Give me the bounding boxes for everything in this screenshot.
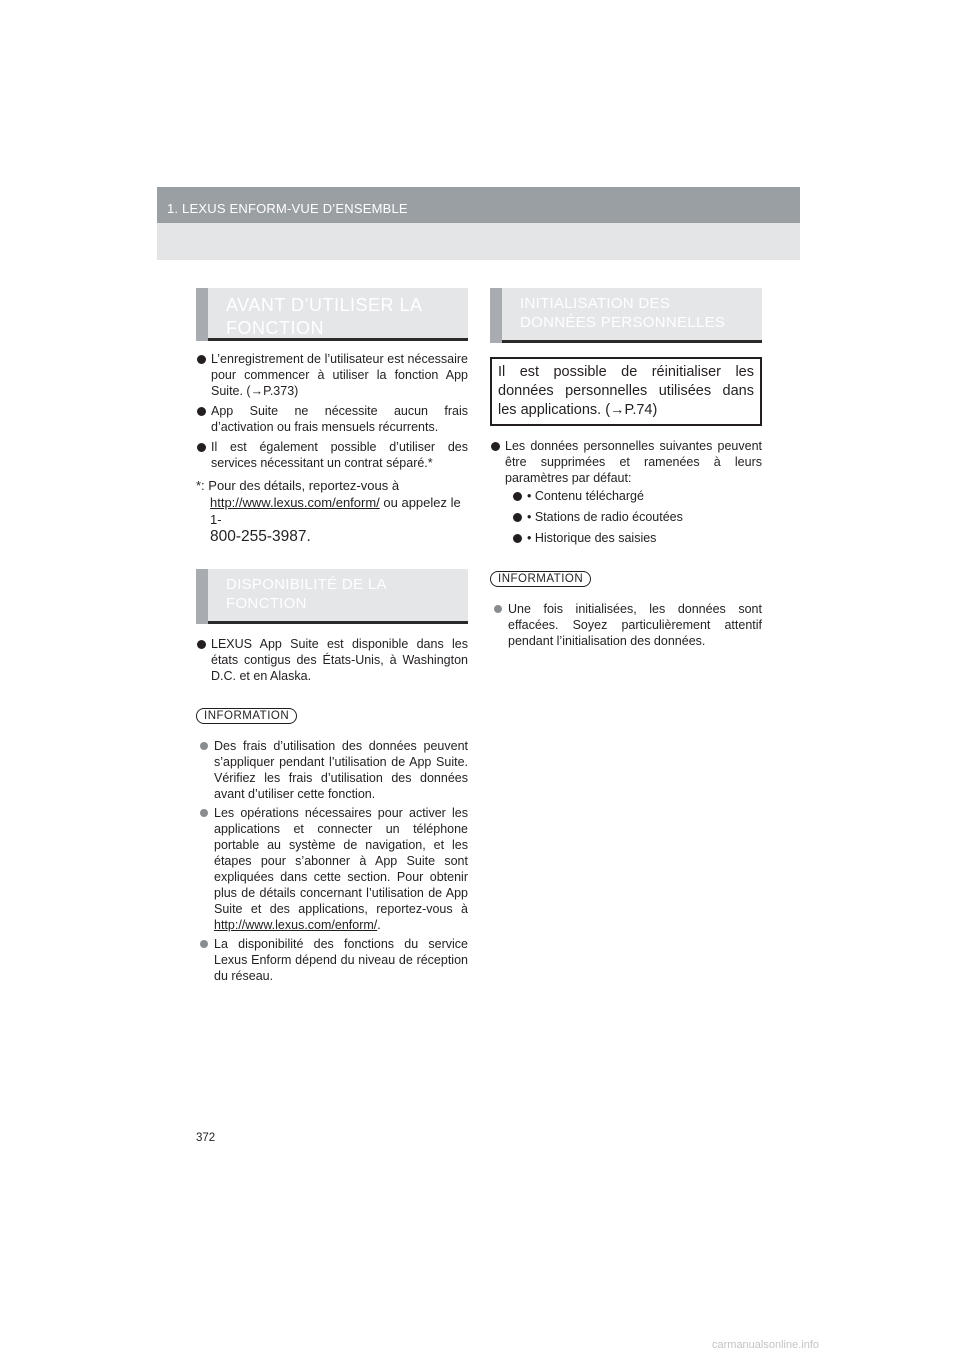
section-heading-line2: DONNÉES PERSONNELLES [520,314,726,331]
section-heading-initialisation [490,288,762,343]
footnote-mid: ou appelez le 1- [210,495,461,527]
sub-list-item: • Contenu téléchargé [512,488,762,505]
list-item-text: Les données personnelles suivantes peuvent être supprimées et ramenées à leurs paramètres par défaut: [505,439,762,485]
list-item-end: . [377,918,381,932]
chapter-title: 1. LEXUS ENFORM-VUE D’ENSEMBLE [167,201,408,216]
enform-link[interactable]: http://www.lexus.com/enform/ [210,495,380,510]
section-heading-line1: DISPONIBILITÉ DE LA [226,576,387,593]
right-column [490,288,762,652]
list-item: Une fois initialisées, les données sont effacées. Soyez particulièrement attentif pendant l’initialisation des données. [494,601,762,649]
list-item-text: Les opérations nécessaires pour activer les applications et connecter un téléphone portable au système de navigation, et les étapes pour s’abonner à App Suite sont expliquées dans cette section. Pour obtenir plus de détails concernant l’utilisation de App Suite et des applications, reportez-vous à [214,806,468,916]
information-box [490,569,762,649]
boxed-intro: Il est possible de réinitialiser les données personnelles utilisées dans les applications. (→P.74) [490,357,762,426]
sub-list-item: • Stations de radio écoutées [512,509,762,526]
sub-list [505,488,762,547]
information-list [200,738,468,984]
list-item: Il est également possible d’utiliser des services nécessitant un contrat séparé.* [196,439,468,471]
bullet-list-avant [196,351,468,471]
list-item: App Suite ne nécessite aucun frais d’activation ou frais mensuels récurrents. [196,403,468,435]
information-label: INFORMATION [490,571,591,587]
left-column [196,288,468,987]
information-box [196,706,468,984]
enform-link[interactable]: http://www.lexus.com/enform/ [214,918,378,932]
page-number: 372 [196,1132,216,1144]
information-list [494,601,762,649]
sub-list-item: • Historique des saisies [512,530,762,547]
section-heading-line1: AVANT D’UTILISER LA [226,295,423,315]
section-heading-avant [196,288,468,341]
section-heading-line1: INITIALISATION DES [520,295,671,312]
list-item: L’enregistrement de l’utilisateur est nécessaire pour commencer à utiliser la fonction App Suite. (→P.373) [196,351,468,399]
list-item [200,805,468,933]
header-band [157,187,800,260]
phone-number: 800-255-3987. [210,528,311,545]
list-item: LEXUS App Suite est disponible dans les états contigus des États-Unis, à Washington D.C. et en Alaska. [196,636,468,684]
section-heading-line2: FONCTION [226,318,324,338]
bullet-list-initialisation [490,438,762,547]
watermark: carmanualsonline.info [712,1339,820,1351]
list-item: Des frais d’utilisation des données peuvent s’appliquer pendant l’utilisation de App Suite. Vérifiez les frais d’utilisation des données avant d’utiliser cette fonction. [200,738,468,802]
information-label: INFORMATION [196,708,297,724]
list-item [490,438,762,547]
header-bar [157,187,800,223]
section-heading-disponibilite [196,569,468,624]
list-item: La disponibilité des fonctions du service Lexus Enform dépend du niveau de réception du réseau. [200,936,468,984]
footnote-prefix: *: Pour des détails, reportez-vous à [196,478,400,493]
section-heading-line2: FONCTION [226,595,307,612]
footnote [196,477,468,545]
bullet-list-disponibilite [196,636,468,684]
